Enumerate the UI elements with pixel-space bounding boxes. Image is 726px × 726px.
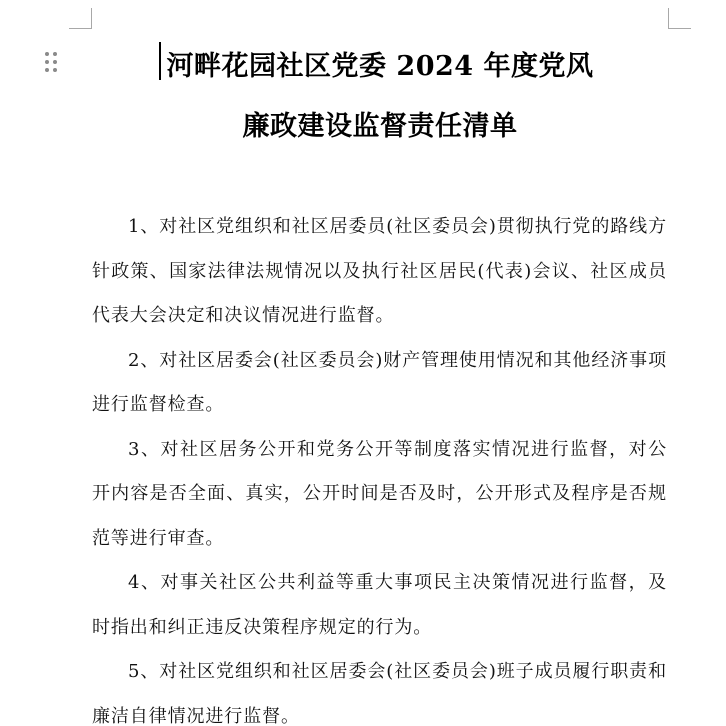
clause-paragraph-2[interactable]: 2、对社区居委会(社区委员会)财产管理使用情况和其他经济事项进行监督检查。 (92, 349, 667, 415)
drag-handle-dot (53, 52, 57, 56)
clause-paragraph-1[interactable]: 1、对社区党组织和社区居委员(社区委员会)贯彻执行党的路线方针政策、国家法律法规情况以及执行社区居民(代表)会议、社区成员代表大会决定和决议情况进行监督。 (92, 216, 667, 326)
clause-paragraph-4[interactable]: 4、对事关社区公共利益等重大事项民主决策情况进行监督，及时指出和纠正违反决策程序规定的行为。 (92, 572, 667, 638)
text-caret (159, 42, 161, 80)
crop-mark-top-right (668, 8, 691, 29)
drag-handle-dot (45, 60, 49, 64)
clause-paragraph-3[interactable]: 3、对社区居务公开和党务公开等制度落实情况进行监督，对公开内容是否全面、真实，公开时间是否及时，公开形式及程序是否规范等进行审查。 (92, 438, 667, 549)
drag-handle-dot (53, 60, 57, 64)
clause-paragraph-5[interactable]: 5、对社区党组织和社区居委会(社区委员会)班子成员履行职责和廉洁自律情况进行监督。 (92, 661, 667, 726)
drag-handle-dot (53, 68, 57, 72)
crop-mark-top-left (69, 8, 92, 29)
document-body[interactable] (92, 205, 667, 726)
drag-handle-dot (45, 52, 49, 56)
document-title-line-2[interactable]: 廉政建设监督责任清单 (242, 111, 518, 142)
drag-handle-dot (45, 68, 49, 72)
document-title-line-1[interactable]: 河畔花园社区党委 2024 年度党风 (166, 51, 594, 82)
drag-handle-icon[interactable] (45, 52, 59, 72)
